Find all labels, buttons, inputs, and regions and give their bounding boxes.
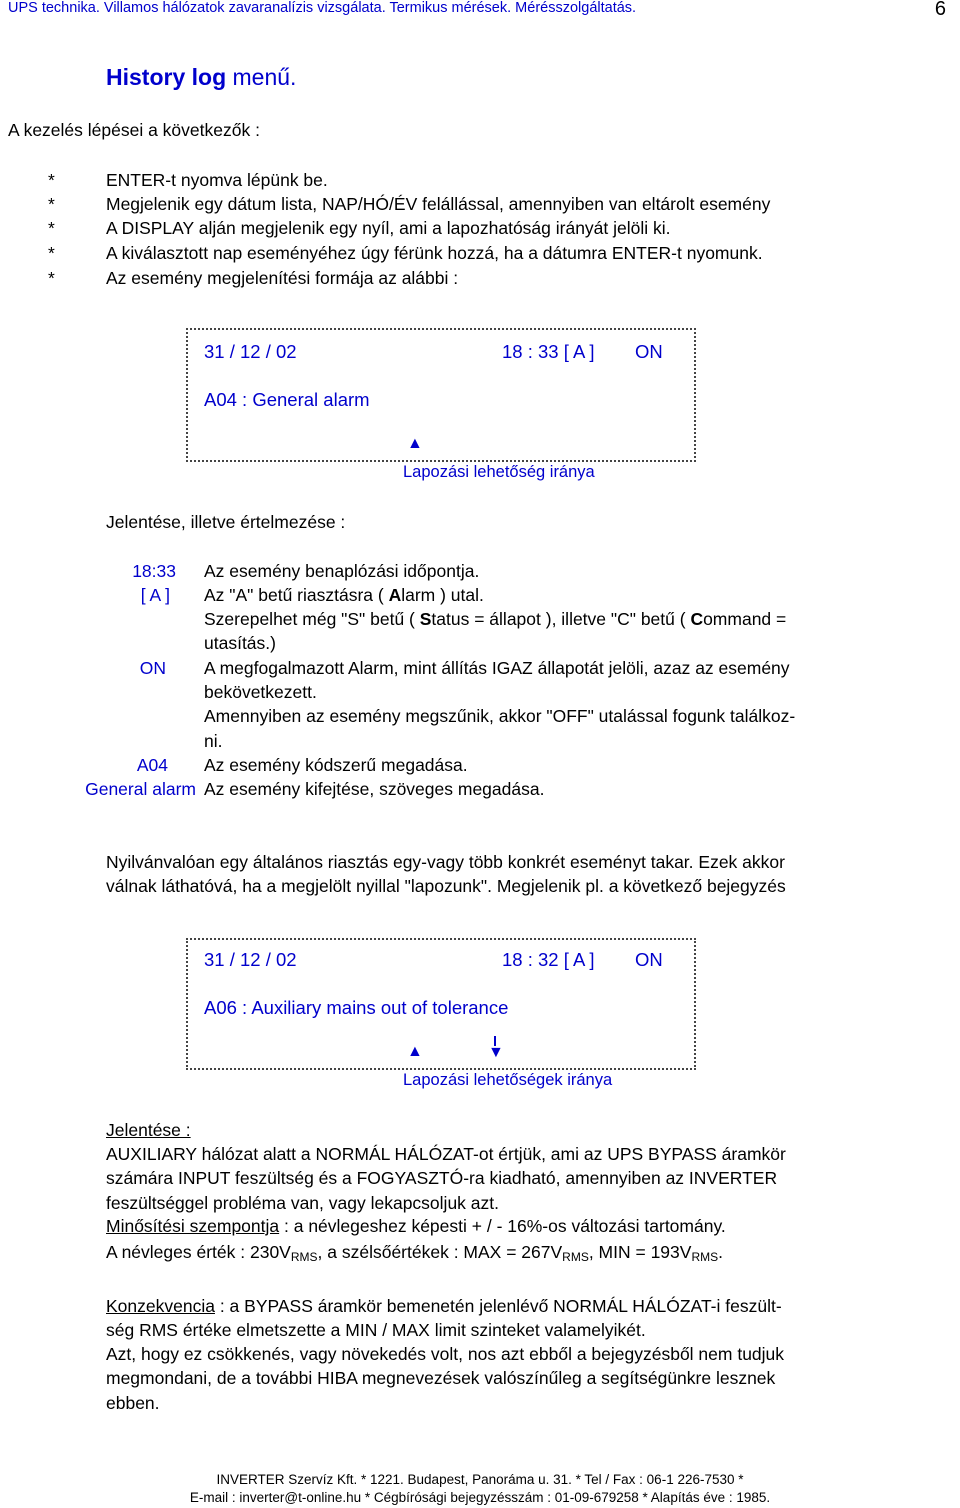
nominal-line: A névleges érték : $230V_{RMS}$, a szélsőértékek : MAX = $267V_{RMS}$, MIN = $193V_{RMS}$. — [106, 1242, 723, 1264]
definition-desc: Az esemény kódszerű megadása. — [204, 755, 468, 775]
footer-line: INVERTER Szervíz Kft. * 1221. Budapest, Panoráma u. 31. * Tel / Fax : 06-1 226-7530 * — [216, 1472, 744, 1487]
definition-desc: Az esemény benaplózási időpontja. — [204, 561, 480, 581]
display-time: 18 : 32 [ A ] — [502, 949, 595, 970]
list-item: A kiválasztott nap eseményéhez úgy férünk hozzá, ha a dátumra ENTER-t nyomunk. — [106, 243, 763, 263]
display-time: 18 : 33 [ A ] — [502, 341, 595, 362]
definition-term: [ A ] — [140, 585, 170, 605]
list-item: A DISPLAY alján megjelenik egy nyíl, ami a lapozhatóság irányát jelöli ki. — [106, 218, 671, 238]
display-state: ON — [635, 341, 663, 362]
display-date: 31 / 12 / 02 — [204, 949, 297, 970]
paragraph-line: Nyilvánvalóan egy általános riasztás egy-vagy több konkrét eseményt takar. Ezek akkor — [106, 852, 785, 872]
display-state: ON — [635, 949, 663, 970]
display-event: A04 : General alarm — [204, 389, 370, 410]
arrow-up-icon: ▲ — [407, 1043, 423, 1060]
bullet-marker: * — [48, 218, 55, 238]
section-heading-bold: History log — [106, 64, 227, 90]
definition-desc: ni. — [204, 731, 223, 751]
paragraph-line: ség RMS értéke elmetszette a MIN / MAX limit szinteket valamelyikét. — [106, 1320, 646, 1340]
footer-line: E-mail : inverter@t-online.hu * Cégbírósági bejegyzésszám : 01-09-679258 * Alapítás éve : 1985. — [189, 1490, 771, 1505]
paragraph-line: AUXILIARY hálózat alatt a NORMÁL HÁLÓZAT-ot értjük, ami az UPS BYPASS áramkör — [106, 1144, 786, 1164]
definition-desc: Az esemény kifejtése, szöveges megadása. — [204, 779, 545, 799]
meaning-intro: Jelentése, illetve értelmezése : — [106, 512, 346, 532]
display-caption: Lapozási lehetőség iránya — [403, 463, 595, 481]
list-item: Megjelenik egy dátum lista, NAP/HÓ/ÉV felállással, amennyiben van eltárolt esemény — [106, 194, 771, 214]
definition-term: 18:33 — [132, 561, 176, 581]
running-header: UPS technika. Villamos hálózatok zavaranalízis vizsgálata. Termikus mérések. Mérésszolgáltatás. — [8, 0, 637, 16]
definition-desc: Szerepelhet még "S" betű ( Status = állapot ), illetve "C" betű ( Command = — [204, 609, 787, 629]
bullet-marker: * — [48, 243, 55, 263]
bullet-marker: * — [48, 170, 55, 190]
definition-desc: Amennyiben az esemény megszűnik, akkor "OFF" utalással fogunk találkoz- — [204, 706, 796, 726]
definition-desc: A megfogalmazott Alarm, mint állítás IGAZ állapotát jelöli, azaz az esemény — [204, 658, 790, 678]
display-event: A06 : Auxiliary mains out of tolerance — [204, 997, 509, 1018]
section-heading — [106, 64, 296, 91]
arrow-up-icon: ▲ — [407, 435, 423, 452]
page-number: 6 — [934, 0, 946, 20]
list-item: ENTER-t nyomva lépünk be. — [106, 170, 328, 190]
criteria-line: Minősítési szempontja : a névlegeshez képesti + / - 16%-os változási tartomány. — [106, 1216, 726, 1236]
bullet-marker: * — [48, 268, 55, 288]
definition-term: General alarm — [85, 779, 196, 799]
bullet-marker: * — [48, 194, 55, 214]
arrow-down-icon: ▼ — [488, 1044, 504, 1061]
definition-term: A04 — [136, 755, 168, 775]
definition-desc: Az "A" betű riasztásra ( Alarm ) utal. — [204, 585, 484, 605]
paragraph-line: ebben. — [106, 1393, 160, 1413]
paragraph-line: Azt, hogy ez csökkenés, vagy növekedés volt, nos azt ebből a bejegyzésből nem tudjuk — [106, 1344, 785, 1364]
list-item: Az esemény megjelenítési formája az alábbi : — [106, 268, 459, 288]
section-heading-rest: menű. — [226, 64, 297, 90]
consequence-line: Konzekvencia : a BYPASS áramkör bemenetén jelenlévő NORMÁL HÁLÓZAT-i feszült- — [106, 1296, 782, 1316]
intro-text: A kezelés lépései a következők : — [8, 120, 260, 140]
paragraph-line: számára INPUT feszültség és a FOGYASZTÓ-ra kiadható, amennyiben az INVERTER — [106, 1168, 778, 1188]
display-date: 31 / 12 / 02 — [204, 341, 297, 362]
definition-desc: bekövetkezett. — [204, 682, 317, 702]
paragraph-line: válnak láthatóvá, ha a megjelölt nyillal "lapozunk". Megjelenik pl. a következő bejegyzés — [106, 876, 786, 896]
paragraph-line: megmondani, de a további HIBA megnevezések valószínűleg a segítségünkre lesznek — [106, 1368, 776, 1388]
paragraph-line: feszültséggel probléma van, vagy lekapcsoljuk azt. — [106, 1193, 499, 1213]
meaning-heading: Jelentése : — [106, 1120, 191, 1140]
display-caption: Lapozási lehetőségek iránya — [403, 1071, 613, 1089]
definition-desc: utasítás.) — [204, 633, 276, 653]
definition-term: ON — [139, 658, 166, 678]
